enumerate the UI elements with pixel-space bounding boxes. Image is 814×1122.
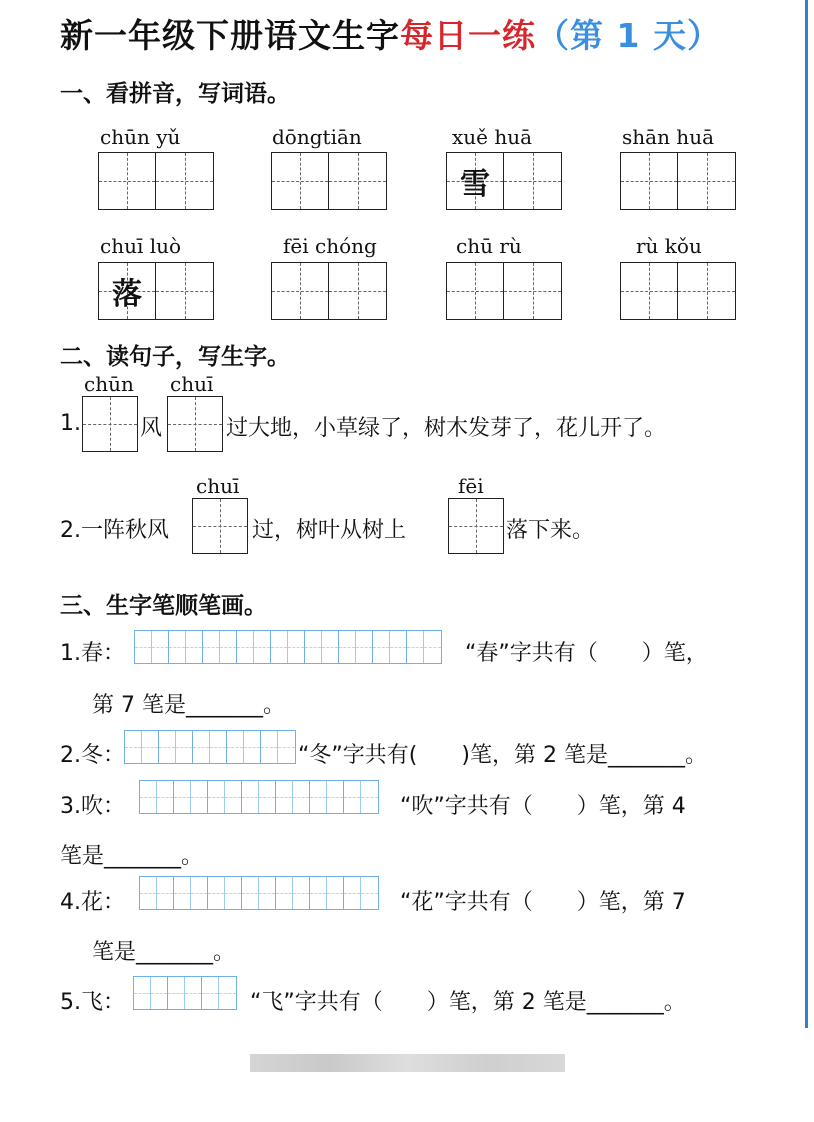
question-text: “花”字共有（ ）笔，第 7 bbox=[400, 890, 686, 915]
pinyin-label: chūn bbox=[84, 372, 134, 396]
question-text: 第 7 笔是_______。 bbox=[92, 693, 285, 718]
sentence-text: 过大地，小草绿了，树木发芽了，花儿开了。 bbox=[226, 416, 667, 441]
pinyin-label: chuī luò bbox=[100, 234, 182, 258]
pinyin-label: xuě huā bbox=[452, 125, 533, 149]
question-label: 3.吹： bbox=[60, 794, 125, 819]
pinyin-label: rù kǒu bbox=[636, 234, 702, 258]
stroke-order-grid[interactable] bbox=[133, 976, 237, 1010]
pinyin-label: shān huā bbox=[622, 125, 714, 149]
question-text: “吹”字共有（ ）笔，第 4 bbox=[400, 794, 686, 819]
write-grid[interactable] bbox=[98, 152, 214, 210]
question-text: “春”字共有（ ）笔， bbox=[465, 641, 708, 666]
write-grid[interactable] bbox=[620, 152, 736, 210]
section2-heading: 二、读句子，写生字。 bbox=[60, 344, 290, 370]
title-day: （第 1 天） bbox=[536, 16, 721, 55]
pinyin-label: chū rù bbox=[456, 234, 522, 258]
question-text: 笔是_______。 bbox=[92, 940, 236, 965]
stroke-order-grid[interactable] bbox=[139, 780, 379, 814]
title-daily: 每日一练 bbox=[400, 16, 536, 55]
pinyin-label: dōngtiān bbox=[272, 125, 362, 149]
pinyin-label: chuī bbox=[196, 474, 240, 498]
write-grid[interactable] bbox=[98, 262, 214, 320]
page-title bbox=[60, 10, 721, 57]
write-grid[interactable] bbox=[192, 498, 248, 554]
question-label: 4.花： bbox=[60, 890, 125, 915]
write-grid[interactable] bbox=[271, 262, 387, 320]
sentence-text: 风 bbox=[140, 416, 163, 441]
write-grid[interactable] bbox=[167, 396, 223, 452]
question-text: “冬”字共有( )笔，第 2 笔是_______。 bbox=[298, 743, 707, 768]
sentence-text: 落下来。 bbox=[506, 518, 595, 543]
question-label: 1.春： bbox=[60, 641, 125, 666]
question-label: 5.飞： bbox=[60, 990, 125, 1015]
question-text: “飞”字共有（ ）笔，第 2 笔是_______。 bbox=[250, 990, 686, 1015]
section1-heading: 一、看拼音，写词语。 bbox=[60, 81, 290, 107]
write-grid[interactable] bbox=[620, 262, 736, 320]
question-label: 2.冬： bbox=[60, 743, 125, 768]
pinyin-label: fēi bbox=[458, 474, 484, 498]
write-grid[interactable] bbox=[271, 152, 387, 210]
blurred-watermark bbox=[250, 1054, 565, 1072]
sentence-text: 2.一阵秋风 bbox=[60, 518, 169, 543]
write-grid[interactable] bbox=[446, 152, 562, 210]
filled-char: 雪 bbox=[460, 167, 490, 202]
write-grid[interactable] bbox=[82, 396, 138, 452]
pinyin-label: chuī bbox=[170, 372, 214, 396]
write-grid[interactable] bbox=[446, 262, 562, 320]
pinyin-label: chūn yǔ bbox=[100, 125, 181, 149]
filled-char: 落 bbox=[112, 277, 142, 312]
pinyin-label: fēi chóng bbox=[283, 234, 377, 258]
sentence-number: 1. bbox=[60, 411, 81, 436]
stroke-order-grid[interactable] bbox=[134, 630, 442, 664]
sentence-text: 过，树叶从树上 bbox=[252, 518, 407, 543]
write-grid[interactable] bbox=[448, 498, 504, 554]
stroke-order-grid[interactable] bbox=[139, 876, 379, 910]
page-bottom-margin bbox=[0, 1028, 814, 1122]
stroke-order-grid[interactable] bbox=[124, 730, 296, 764]
section3-heading: 三、生字笔顺笔画。 bbox=[60, 593, 267, 619]
question-text: 笔是_______。 bbox=[60, 844, 204, 869]
title-main: 新一年级下册语文生字 bbox=[60, 16, 400, 55]
